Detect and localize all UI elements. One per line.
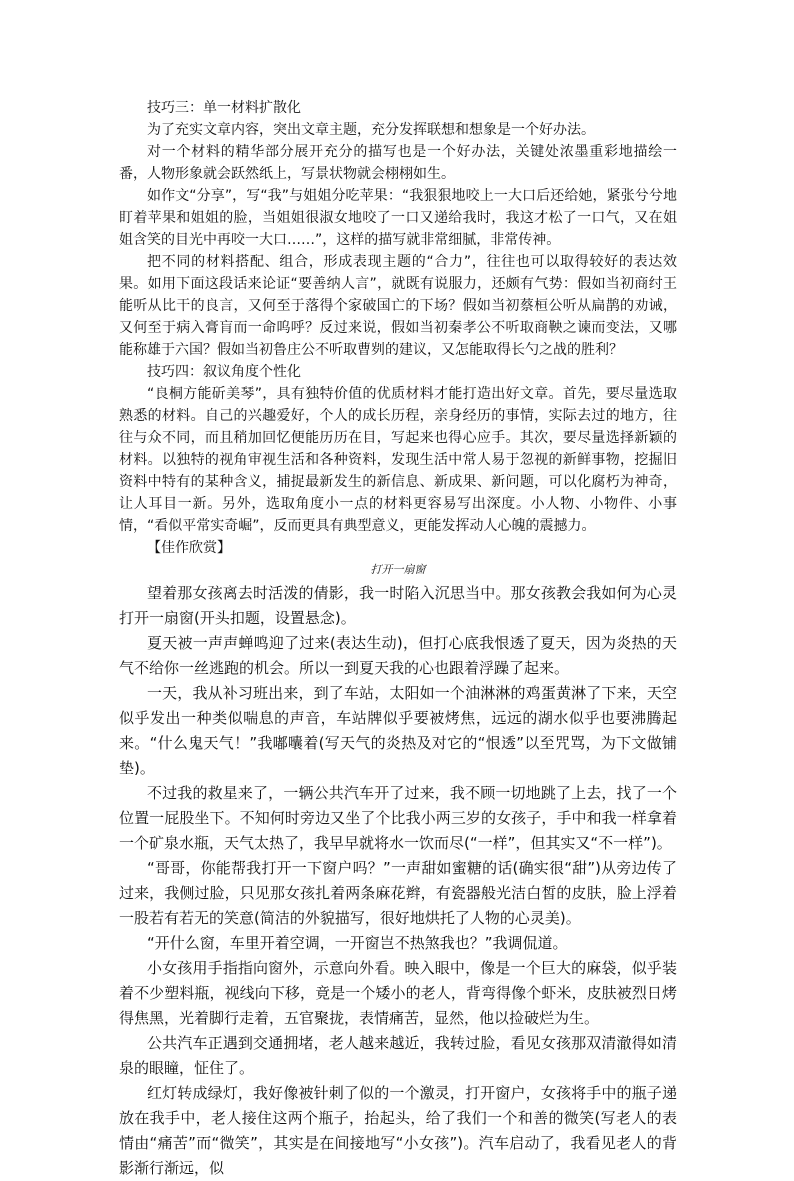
essay-title: 打开一扇窗 [370,563,426,576]
essay-paragraph: 望着那女孩离去时活泼的倩影，我一时陷入沉思当中。那女孩教会我如何为心灵打开一扇窗(开头扣题，设置悬念)。 [119,584,677,627]
paragraph: “良桐方能斫美琴”，具有独特价值的优质材料才能打造出好文章。首先，要尽量选取熟悉的材料。自己的兴趣爱好，个人的成长历程，亲身经历的事情，实际去过的地方，往往与众不同，而且稍加回忆便能历历在目，写起来也得心应手。其次，要尽量选择新颖的材料。以独特的视角审视生活和各种资料，发现生活中常人易于忽视的新鲜事物，挖掘旧资料中特有的某种含义，捕捉最新发生的新信息、新成果、新问题，可以化腐朽为神奇，让人耳目一新。另外，选取角度小一点的材料更容易写出深度。小人物、小物件、小事情，“看似平常实奇崛”，反而更具有典型意义，更能发挥动人心魄的震撼力。 [119,386,677,534]
essay-paragraph: “哥哥，你能帮我打开一下窗户吗？”一声甜如蜜糖的话(确实很“甜”)从旁边传了过来，我侧过脸，只见那女孩扎着两条麻花辫，有瓷器般光洁白皙的皮肤，脸上浮着一股若有若无的笑意(简洁的外貌描写，很好地烘托了人物的心灵美)。 [119,859,677,927]
essay-paragraph: 一天，我从补习班出来，到了车站，太阳如一个油淋淋的鸡蛋黄淋了下来，天空似乎发出一种类似喘息的声音，车站牌似乎要被烤焦，远远的湖水似乎也要沸腾起来。“什么鬼天气！”我嘟囔着(写天气的炎热及对它的“恨透”以至咒骂，为下文做铺垫)。 [119,684,677,777]
essay-paragraph: 公共汽车正遇到交通拥堵，老人越来越近，我转过脸，看见女孩那双清澈得如清泉的眼瞳，怔住了。 [119,1034,677,1077]
paragraph: 对一个材料的精华部分展开充分的描写也是一个好办法，关键处浓墨重彩地描绘一番，人物形象就会跃然纸上，写景状物就会栩栩如生。 [119,144,677,182]
essay-paragraph: “开什么窗，车里开着空调，一开窗岂不热煞我也？”我调侃道。 [147,934,568,952]
essay-paragraph: 夏天被一声声蝉鸣迎了过来(表达生动)，但打心底我恨透了夏天，因为炎热的天气不给你一丝逃跑的机会。所以一到夏天我的心也跟着浮躁了起来。 [119,634,677,677]
paragraph: 如作文“分享”，写“我”与姐姐分吃苹果：“我狠狠地咬上一大口后还给她，紧张兮兮地盯着苹果和姐姐的脸，当姐姐很淑女地咬了一口又递给我时，我这才松了一口气，又在姐姐含笑的目光中再咬一大口……”，这样的描写就非常细腻，非常传神。 [119,188,677,248]
essay-paragraph: 不过我的救星来了，一辆公共汽车开了过来，我不顾一切地跳了上去，找了一个位置一屁股坐下。不知何时旁边又坐了个比我小两三岁的女孩子，手中和我一样拿着一个矿泉水瓶，天气太热了，我早早就将水一饮而尽(“一样”，但其实又“不一样”)。 [119,784,677,852]
essay-paragraph: 小女孩用手指指向窗外，示意向外看。映入眼中，像是一个巨大的麻袋，似乎装着不少塑料瓶，视线向下移，竟是一个矮小的老人，背弯得像个虾米，皮肤被烈日烤得焦黑，光着脚行走着，五官聚拢，表情痛苦，显然，他以捡破烂为生。 [119,959,677,1027]
paragraph: 为了充实文章内容，突出文章主题，充分发挥联想和想象是一个好办法。 [147,122,595,138]
paragraph: 把不同的材料搭配、组合，形成表现主题的“合力”，往往也可以取得较好的表达效果。如用下面这段话来论证“要善纳人言”，就既有说服力，还颇有气势：假如当初商纣王能听从比干的良言，又何至于落得个家破国亡的下场？假如当初蔡桓公听从扁鹊的劝诫，又何至于病入膏肓而一命呜呼？反过来说，假如当初秦孝公不听取商鞅之谏而变法，又哪能称雄于六国？假如当初鲁庄公不听取曹刿的建议，又怎能取得长勺之战的胜利？ [119,254,677,358]
section-heading: 技巧三：单一材料扩散化 [147,100,301,116]
document-body [119,97,677,1181]
essay-paragraph: 红灯转成绿灯，我好像被针刺了似的一个激灵，打开窗户，女孩将手中的瓶子递放在我手中，老人接住这两个瓶子，抬起头，给了我们一个和善的微笑(写老人的表情由“痛苦”而“微笑”，其实是在间接地写“小女孩”)。汽车启动了，我看见老人的背影渐行渐远，似 [119,1084,677,1177]
section-heading: 技巧四：叙议角度个性化 [147,364,301,380]
appreciation-label: 【佳作欣赏】 [147,540,231,556]
essay-body [119,581,677,1181]
